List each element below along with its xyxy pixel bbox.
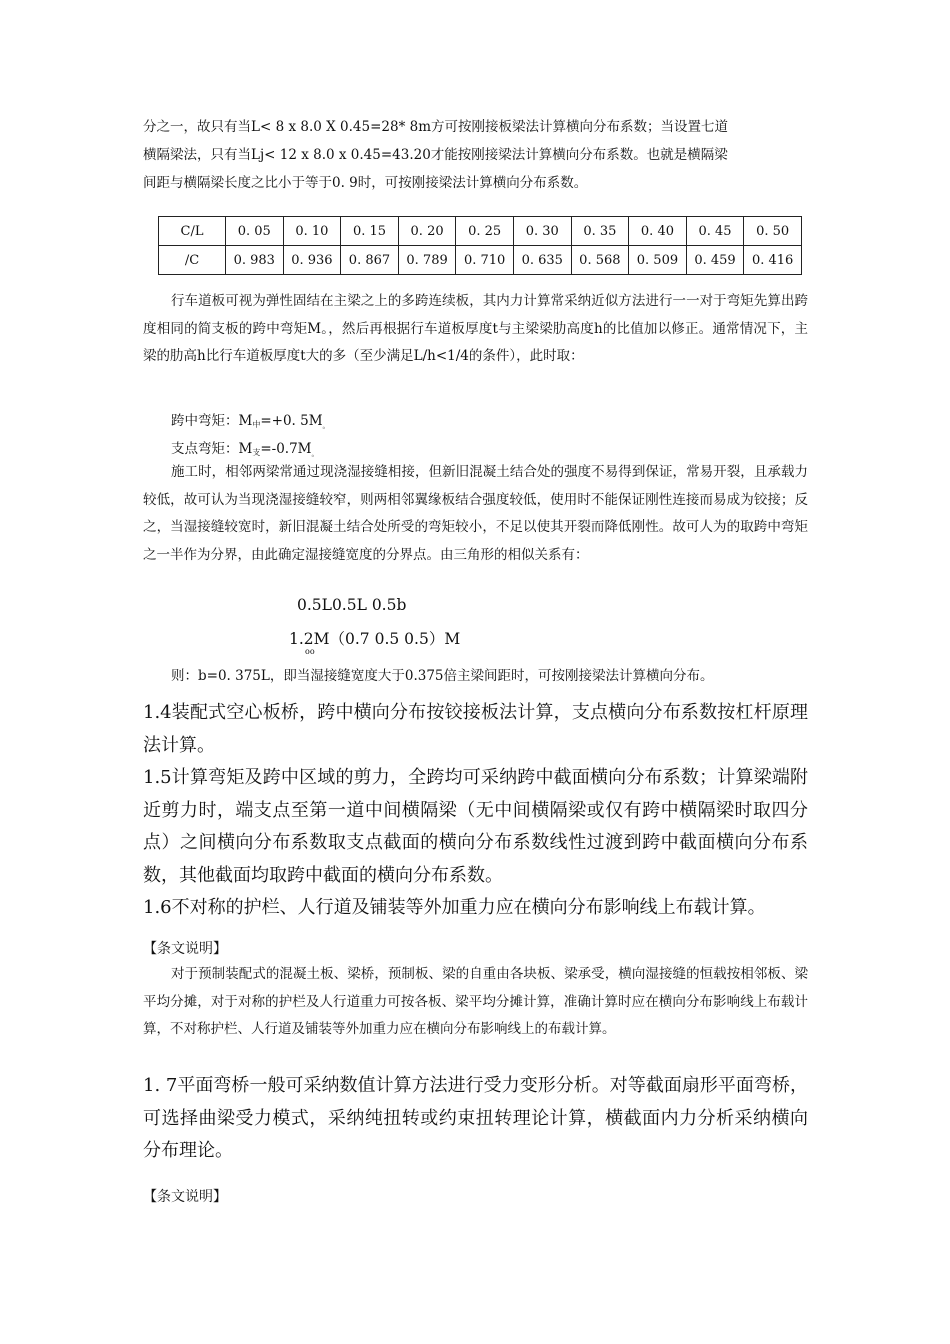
result-line: 则：b=0. 375L，即当湿接缝宽度大于0.375倍主梁间距时，可按刚接梁法计算横向分布。 [171,668,714,684]
clause-1-6: 1.6不对称的护栏、人行道及铺装等外加重力应在横向分布影响线上布载计算。 [143,897,766,918]
table-cell: 0. 635 [513,246,571,275]
formula-line-1: 0.5L0.5L 0.5b [297,596,407,614]
construction-paragraph: 施工时，相邻两梁常通过现浇湿接缝相接，但新旧混凝土结合处的强度不易得到保证，常易开裂，且承载力较低，故可认为当现浇湿接缝较窄，则两相邻翼缘板结合强度较低，使用时不能保证刚性连接而易成为铰接；反之，当湿接缝较宽时，新旧混凝土结合处所受的弯矩较小，不足以使其开裂而降低刚性。故可人为的取跨中弯矩之一半作为分界，由此确定湿接缝宽度的分界点。由三角形的相似关系有： [143,464,808,563]
clause-1-5: 1.5计算弯矩及跨中区域的剪力，全跨均可采纳跨中截面横向分布系数；计算梁端附近剪力时，端支点至第一道中间横隔梁（无中间横隔梁或仅有跨中横隔梁时取四分点）之间横向分布系数取支点截面的横向分布系数线性过渡到跨中截面横向分布系数，其他截面均取跨中截面的横向分布系数。 [143,767,808,886]
table-cell: 0. 568 [571,246,629,275]
clause-1-4: 1.4装配式空心板桥，跨中横向分布按铰接板法计算，支点横向分布系数按杠杆原理法计算。 [143,702,808,756]
table-cell: 0. 20 [398,217,456,246]
clause-1-7: 1. 7平面弯桥一般可采纳数值计算方法进行受力变形分析。对等截面扇形平面弯桥，可选择曲梁受力模式，采纳纯扭转或约束扭转理论计算，横截面内力分析采纳横向分布理论。 [143,1075,808,1161]
support-moment [171,437,319,457]
table-row [159,217,802,246]
formula-line-2: 1.2M（0.7 0.5 0.5）M [289,630,461,648]
table-cell: 0. 983 [226,246,284,275]
support-moment-subscript: 支 [252,448,261,457]
table-row-label: /C [159,246,226,275]
mid-span-moment [171,409,330,429]
table-cell: 0. 25 [456,217,514,246]
support-moment-value: =-0.7M [260,441,312,457]
formula-subscript: oo [305,647,315,656]
mid-span-moment-value: =+0. 5M [260,413,323,429]
intro-line-3: 间距与横隔梁长度之比小于等于0. 9时，可按刚接梁法计算横向分布系数。 [143,175,588,191]
table-cell: 0. 10 [283,217,341,246]
support-moment-tail: 。 [311,450,319,458]
clause-note-heading: 【条文说明】 [143,941,227,957]
intro-line-2: 横隔梁法，只有当Lj< 12 x 8.0 x 0.45=43.20才能按刚接梁法计算横向分布系数。也就是横隔梁 [143,147,728,163]
table-cell: 0. 45 [686,217,744,246]
mid-span-moment-label: 跨中弯矩：M [171,413,253,429]
table-cell: 0. 05 [226,217,284,246]
table-cell: 0. 30 [513,217,571,246]
table-cell: 0. 35 [571,217,629,246]
table-cell: 0. 50 [744,217,802,246]
table-cell: 0. 416 [744,246,802,275]
table-cell: 0. 789 [398,246,456,275]
table-cell: 0. 710 [456,246,514,275]
mid-span-moment-tail: 。 [322,422,330,430]
mid-span-moment-subscript: 中 [252,420,261,429]
clause-note-text: 对于预制装配式的混凝土板、梁桥，预制板、梁的自重由各块板、梁承受，横向湿接缝的恒载按相邻板、梁平均分摊，对于对称的护栏及人行道重力可按各板、梁平均分摊计算，准确计算时应在横向分布影响线上布载计算，不对称护栏、人行道及铺装等外加重力应在横向分布影响线上的布载计算。 [143,966,808,1037]
deck-slab-paragraph: 行车道板可视为弹性固结在主梁之上的多跨连续板，其内力计算常采纳近似方法进行一一对于弯矩先算出跨度相同的简支板的跨中弯矩M。，然后再根据行车道板厚度t与主梁梁肋高度h的比值加以修正。通常情况下，主梁的肋高h比行车道板厚度t大的多（至少满足L/h<1/4的条件），此时取： [143,293,808,364]
table-cell: 0. 936 [283,246,341,275]
clause-note-heading-2: 【条文说明】 [143,1189,227,1205]
table-cell: 0. 509 [629,246,687,275]
table-cell: 0. 459 [686,246,744,275]
support-moment-label: 支点弯矩：M [171,441,253,457]
table-cell: 0. 15 [341,217,399,246]
intro-line-1: 分之一，故只有当L< 8 x 8.0 X 0.45=28* 8m方可按刚接板梁法计算横向分布系数；当设置七道 [143,119,728,135]
table-row [159,246,802,275]
table-cell: 0. 867 [341,246,399,275]
table-cell: 0. 40 [629,217,687,246]
ratio-coefficient-table [158,216,802,275]
table-row-label: C/L [159,217,226,246]
